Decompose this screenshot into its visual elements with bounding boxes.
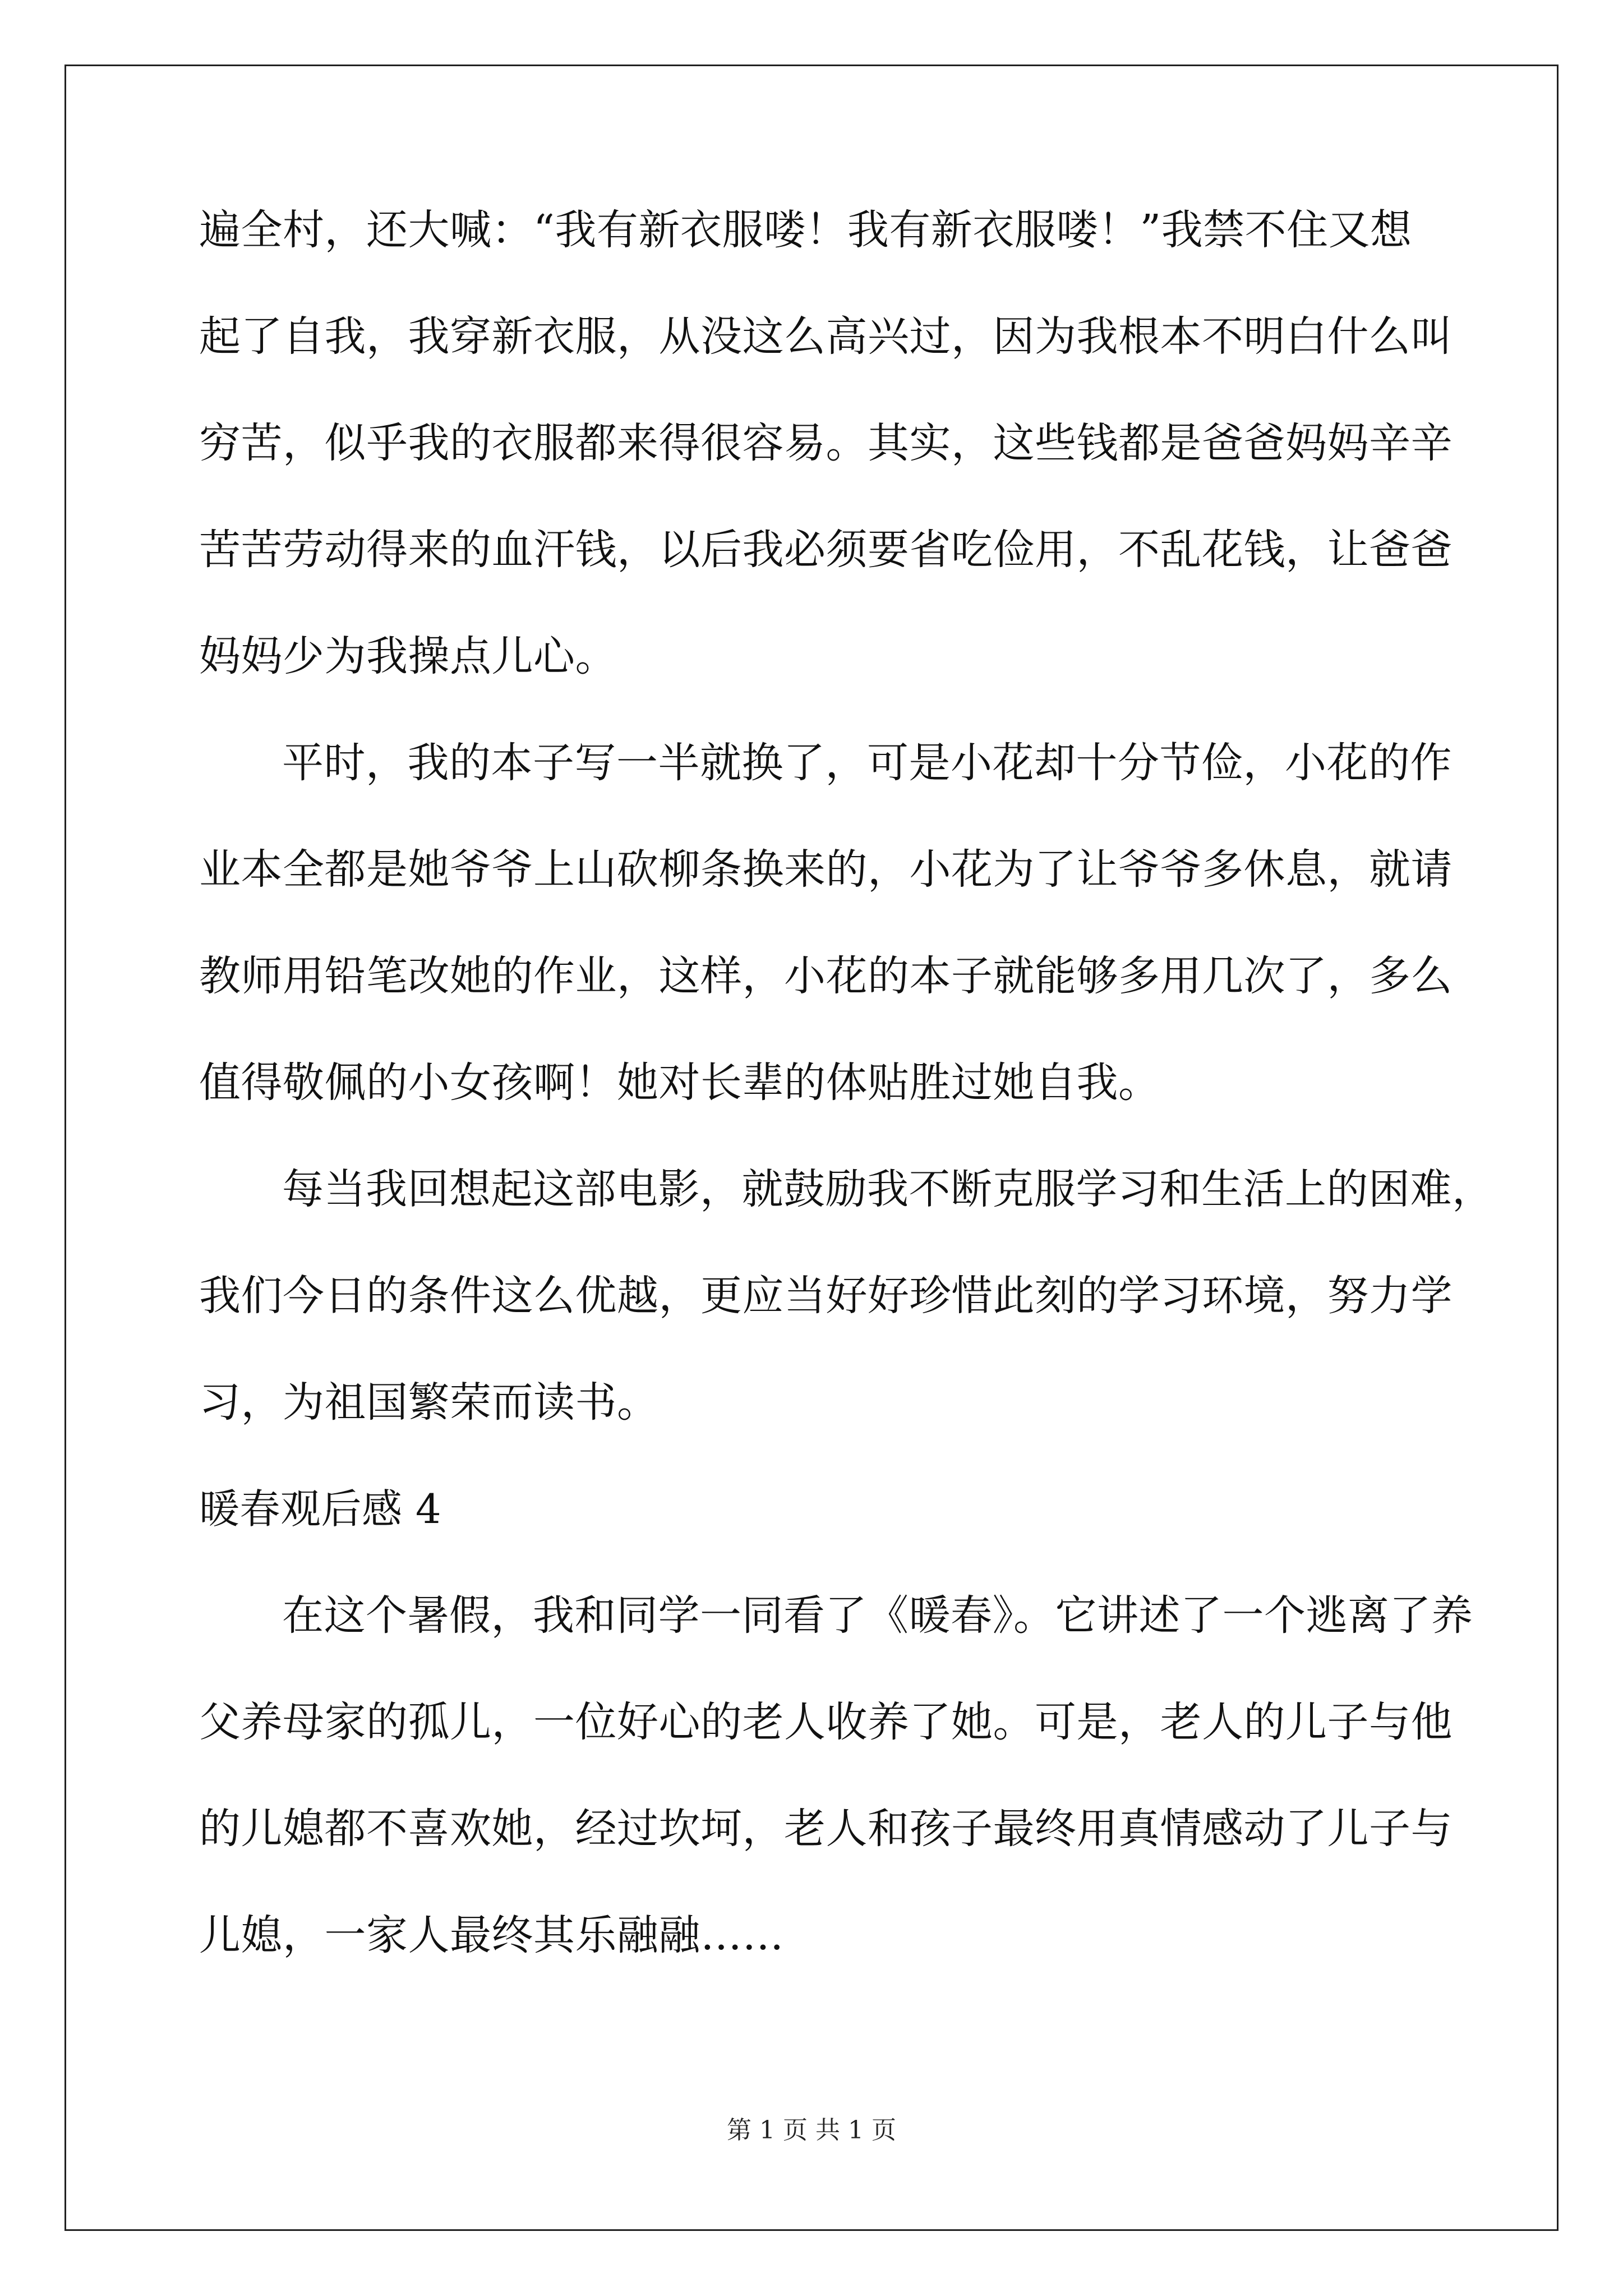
paragraph-line: 穷苦，似乎我的衣服都来得很容易。其实，这些钱都是爸爸妈妈辛辛 xyxy=(199,419,1453,467)
paragraph-line: 的儿媳都不喜欢她，经过坎坷，老人和孩子最终用真情感动了儿子与 xyxy=(199,1805,1453,1853)
paragraph-line: 教师用铅笔改她的作业，这样，小花的本子就能够多用几次了，多么 xyxy=(199,952,1453,1000)
paragraph-line: 平时，我的本子写一半就换了，可是小花却十分节俭，小花的作 xyxy=(282,739,1452,787)
paragraph-line: 遍全村，还大喊：“我有新衣服喽！我有新衣服喽！”我禁不住又想 xyxy=(199,206,1412,254)
paragraph-line: 我们今日的条件这么优越，更应当好好珍惜此刻的学习环境，努力学 xyxy=(199,1272,1453,1320)
paragraph-line: 父养母家的孤儿，一位好心的老人收养了她。可是，老人的儿子与他 xyxy=(199,1698,1453,1746)
paragraph-line: 起了自我，我穿新衣服，从没这么高兴过，因为我根本不明白什么叫 xyxy=(199,312,1453,361)
paragraph-line: 每当我回想起这部电影，就鼓励我不断克服学习和生活上的困难， xyxy=(282,1165,1494,1213)
paragraph-line: 值得敬佩的小女孩啊！她对长辈的体贴胜过她自我。 xyxy=(199,1059,1160,1107)
paragraph-line: 妈妈少为我操点儿心。 xyxy=(199,632,617,680)
paragraph-line: 在这个暑假，我和同学一同看了《暖春》。它讲述了一个逃离了养 xyxy=(282,1591,1473,1640)
section-heading: 暖春观后感 4 xyxy=(199,1485,442,1533)
paragraph-line: 苦苦劳动得来的血汗钱，以后我必须要省吃俭用，不乱花钱，让爸爸 xyxy=(199,526,1453,574)
paragraph-line: 习，为祖国繁荣而读书。 xyxy=(199,1378,659,1427)
paragraph-line: 儿媳，一家人最终其乐融融…… xyxy=(199,1911,784,1959)
page-number-footer: 第 1 页 共 1 页 xyxy=(727,2116,896,2145)
page-border xyxy=(64,65,1559,2231)
paragraph-line: 业本全都是她爷爷上山砍柳条换来的，小花为了让爷爷多休息，就请 xyxy=(199,845,1453,894)
